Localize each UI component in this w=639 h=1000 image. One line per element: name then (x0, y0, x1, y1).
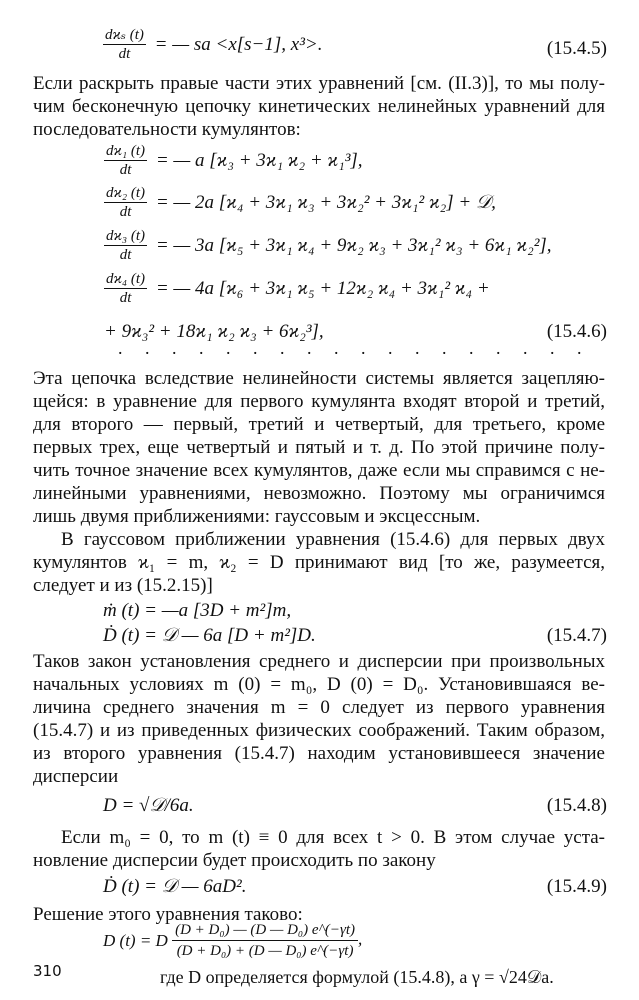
paragraph-line: первых трех, еще четвертый и пятый и т. д. По этой причине полу- (33, 437, 605, 458)
paragraph-line: для второго — первый, третий и четвертый, для третьего, кроме (33, 414, 605, 435)
paragraph-line: лишь двумя приближениями: гауссовым и эксцессным. (33, 506, 481, 527)
paragraph-line: линейными уравнениями, невозможно. Поэтому мы ограничимся (33, 483, 605, 504)
solution-formula-visible: D (t) = D $\frac{\text{(D + D₀) — (D — D₀) e\textasciicircum{}(−γt)}}{\text{(D + D₀) + (D — D₀) e\textasciicircum{}(−γt)}}$ , (103, 922, 363, 959)
paragraph-line: Решение этого уравнения таково: (33, 904, 303, 925)
equation-number: (15.4.9) (546, 876, 607, 897)
page-number: 310 (33, 962, 62, 980)
paragraph-line: Эта цепочка вследствие нелинейности системы является зацепляю- (33, 368, 605, 389)
paragraph-line: последовательности кумулянтов: (33, 119, 301, 140)
kinetic-equation-4: $\frac{\text{dϰ₄ (t)}}{dt}$ = — 4a [ϰ₆ + 3ϰ₁ ϰ₅ + 12ϰ₂ ϰ₄ + 3ϰ₁² ϰ₄ + (106, 271, 490, 306)
fraction: $\frac{\text{dϰₛ (t)}}{dt}$ (105, 27, 144, 62)
kinetic-equation-2: $\frac{\text{dϰ₂ (t)}}{dt}$ = — 2a [ϰ₄ + 3ϰ₁ ϰ₃ + 3ϰ₂² + 3ϰ₁² ϰ₂] + 𝒟, (106, 185, 496, 220)
equation-number: (15.4.8) (546, 795, 607, 816)
paragraph-line: дисперсии (33, 766, 119, 787)
paragraph-line: Таков закон установления среднего и дисперсии при произвольных (33, 651, 605, 672)
paragraph-line: следует и из (15.2.15)] (33, 575, 213, 596)
ellipsis-row: . . . . . . . . . . . . . . . . . . (118, 338, 591, 358)
paragraph-line: чить точное значение всех кумулянтов, даже если мы справимся с не- (33, 460, 605, 481)
paragraph-line: из второго уравнения (15.4.7) находим установившееся значение (33, 743, 605, 764)
paragraph-line: Если раскрыть правые части этих уравнений [см. (II.3)], то мы полу- (33, 73, 605, 94)
solution-fraction: $\frac{\text{(D + D₀) — (D — D₀) e\textasciicircum{}(−γt)}}{\text{(D + D₀) + (D — D₀) e\textasciicircum{}(−γt)}}$ (172, 920, 358, 961)
equation-15-4-9: Ḋ (t) = 𝒟 — 6aD². (103, 876, 247, 897)
paragraph-line: кумулянтов ϰ₁ = m, ϰ₂ = D принимают вид [то же, разумеется, (33, 552, 605, 573)
equation-15-4-8: D = √𝒟/6a. (103, 795, 194, 816)
paragraph-line: начальных условиях m (0) = m₀, D (0) = D₀. Установившаяся ве- (33, 674, 605, 695)
paragraph-line: щейся: в уравнение для первого кумулянта входят второй и третий, (33, 391, 605, 412)
equation-number: (15.4.5) (546, 38, 607, 59)
equation-15-4-7-line2: Ḋ (t) = 𝒟 — 6a [D + m²]D. (103, 625, 316, 646)
paragraph-line: чим бесконечную цепочку кинетических нелинейных уравнений для (33, 96, 605, 117)
kinetic-equation-4-continuation: + 9ϰ₃² + 18ϰ₁ ϰ₂ ϰ₃ + 6ϰ₂³], (104, 321, 324, 342)
paragraph-line: (15.4.7) и из приведенных физических соображений. Таким образом, (33, 720, 605, 741)
equation-number: (15.4.7) (546, 625, 607, 646)
kinetic-equation-1: $\frac{\text{dϰ₁ (t)}}{dt}$ = — a [ϰ₃ + 3ϰ₁ ϰ₂ + ϰ₁³], (106, 143, 363, 178)
paragraph-line: новление дисперсии будет происходить по закону (33, 850, 436, 871)
paragraph-line: личина среднего значения m = 0 следует из первого уравнения (33, 697, 605, 718)
paragraph-line: В гауссовом приближении уравнения (15.4.6) для первых двух (61, 529, 605, 550)
kinetic-equation-3: $\frac{\text{dϰ₃ (t)}}{dt}$ = — 3a [ϰ₅ + 3ϰ₁ ϰ₄ + 9ϰ₂ ϰ₃ + 3ϰ₁² ϰ₃ + 6ϰ₁ ϰ₂²], (106, 228, 552, 263)
equation-15-4-5: $\frac{\text{dϰₛ (t)}}{dt}$ = — sa <x[s−1], x³>. (105, 27, 323, 62)
equation-number: (15.4.6) (546, 321, 607, 342)
paragraph-line: Если m₀ = 0, то m (t) ≡ 0 для всех t > 0. В этом случае уста- (61, 827, 605, 848)
equation-15-4-7-line1: ṁ (t) = —a [3D + m²]m, (103, 600, 292, 621)
